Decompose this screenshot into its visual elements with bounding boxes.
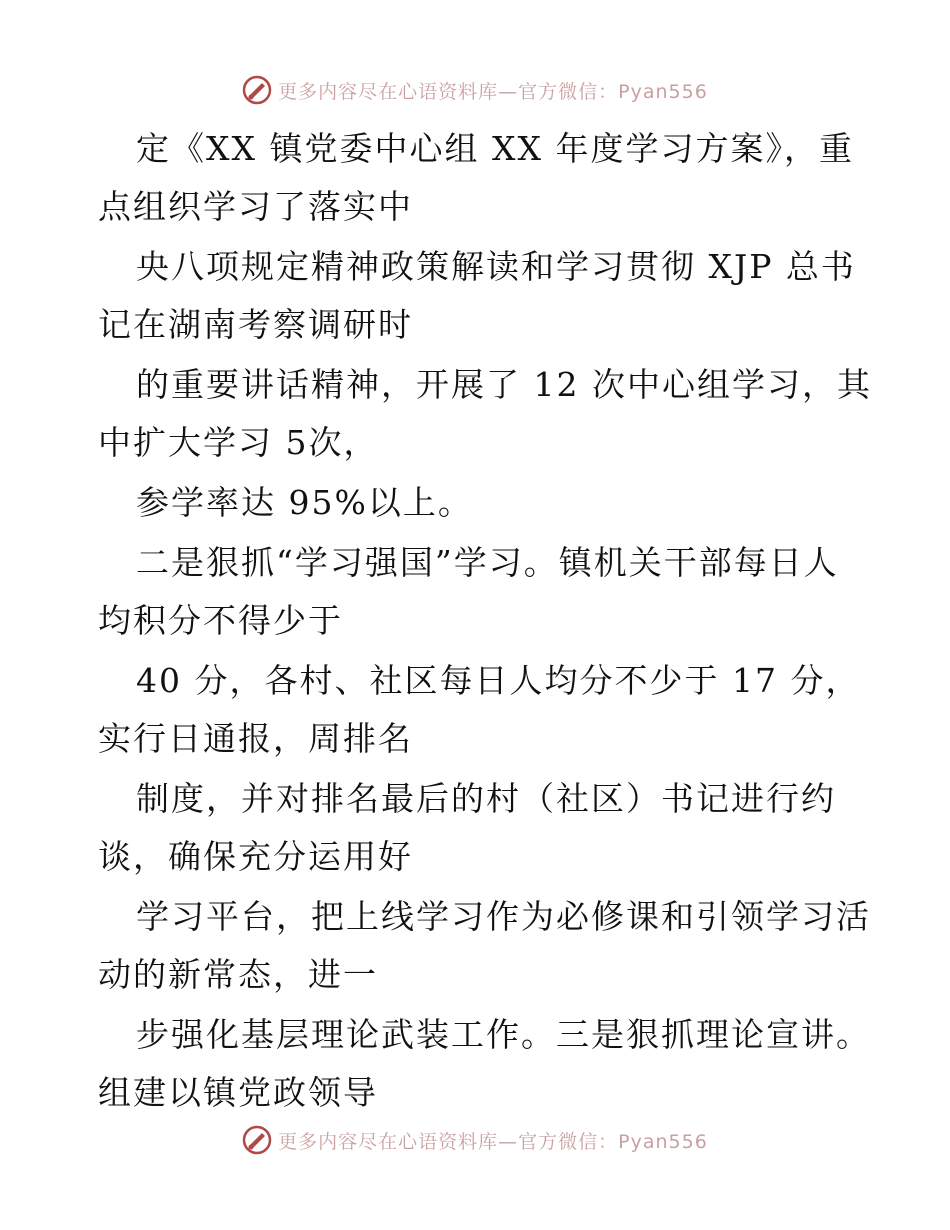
line-first: 制度，并对排名最后的村（社区）书记进行约	[136, 779, 836, 818]
line-second: 点组织学习了落实中	[98, 187, 413, 226]
paragraph-5	[98, 534, 858, 650]
line-first: 步强化基层理论武装工作。三是狠抓理论宣讲。	[136, 1015, 871, 1054]
paragraph-3	[98, 356, 872, 472]
line-first: 的重要讲话精神，开展了 12 次中心组学习，其	[136, 365, 872, 404]
paragraph-6	[98, 652, 861, 768]
document-body	[98, 120, 872, 1122]
paragraph-2	[98, 238, 858, 354]
line-second: 记在湖南考察调研时	[98, 305, 413, 344]
brand-logo-icon	[242, 1125, 272, 1155]
line-first: 定《XX 镇党委中心组 XX 年度学习方案》，重	[136, 129, 854, 168]
paragraph-9	[98, 1006, 871, 1122]
line-second: 谈，确保充分运用好	[98, 837, 413, 876]
line-first: 学习平台，把上线学习作为必修课和引领学习活	[136, 897, 871, 936]
footer-watermark-text: 更多内容尽在心语资料库—官方微信：Pyan556	[278, 1130, 708, 1153]
line-second: 均积分不得少于	[98, 601, 343, 640]
paragraph-4	[98, 474, 858, 532]
line-second: 中扩大学习 5次，	[98, 423, 379, 462]
line-first: 二是狠抓“学习强国”学习。镇机关干部每日人	[136, 543, 839, 582]
header-watermark-banner	[0, 70, 950, 110]
paragraph-8	[98, 888, 871, 1004]
line-second: 实行日通报，周排名	[98, 719, 413, 758]
paragraph-7	[98, 770, 858, 886]
line-first: 40 分，各村、社区每日人均分不少于 17 分，	[136, 661, 861, 700]
header-watermark-text: 更多内容尽在心语资料库—官方微信：Pyan556	[278, 80, 708, 103]
line-first: 央八项规定精神政策解读和学习贯彻 XJP 总书	[136, 247, 856, 286]
brand-logo-icon	[242, 75, 272, 105]
line-first: 参学率达 95%以上。	[136, 483, 473, 522]
line-second: 组建以镇党政领导	[98, 1073, 378, 1112]
line-second: 动的新常态，进一	[98, 955, 378, 994]
footer-watermark-banner	[0, 1120, 950, 1160]
paragraph-1	[98, 120, 858, 236]
